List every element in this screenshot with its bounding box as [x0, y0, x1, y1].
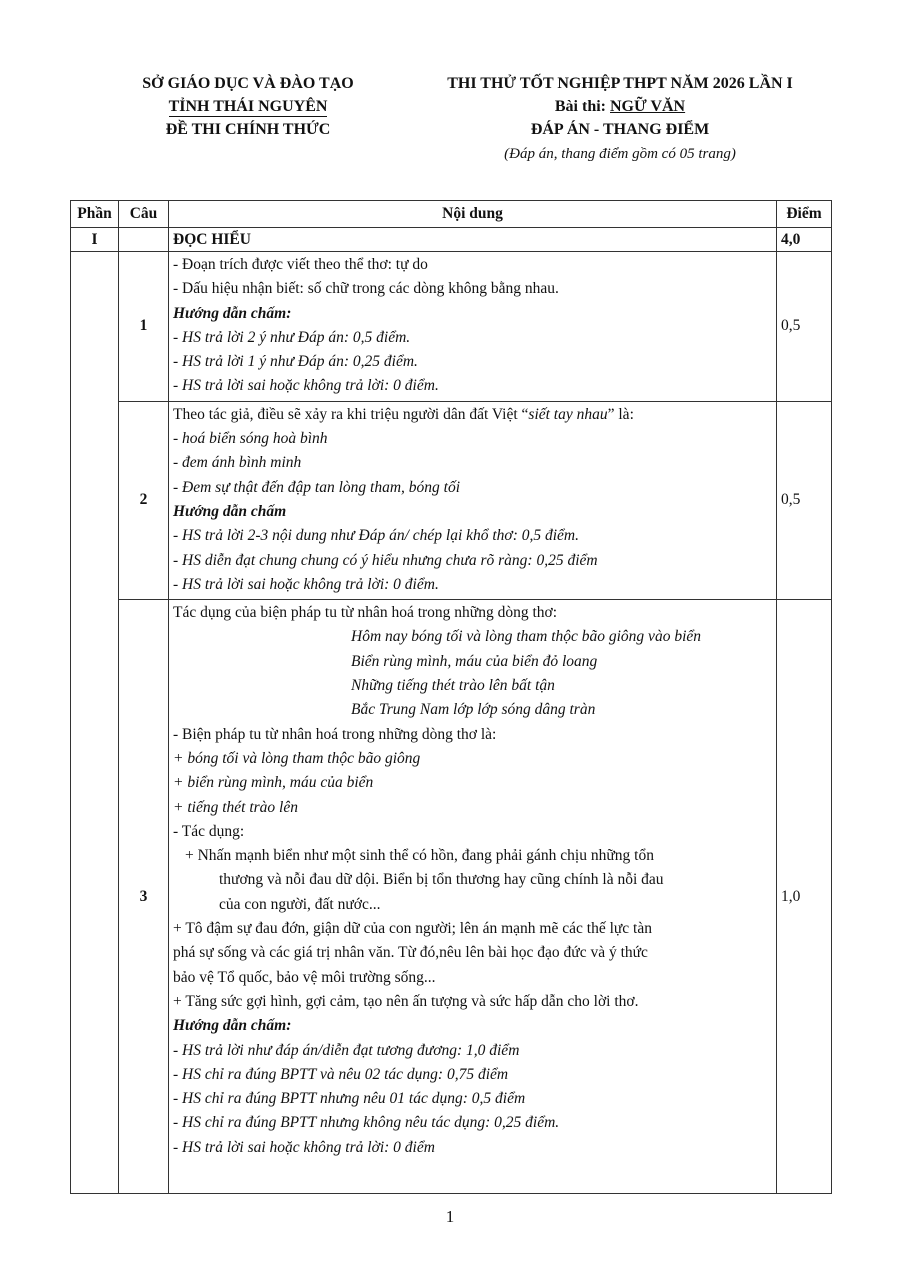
answer-key-table [70, 200, 832, 1194]
grading-line: - HS chỉ ra đúng BPTT nhưng nêu 01 tác dụng: 0,5 điểm [173, 1090, 526, 1108]
content-line: + Nhấn mạnh biển như một sinh thể có hồn, đang phải gánh chịu những tổn [185, 847, 654, 865]
content-line: + bóng tối và lòng tham thộc bão giông [173, 749, 421, 767]
content-line: bảo vệ Tổ quốc, bảo vệ môi trường sống... [173, 968, 436, 986]
issuer-header [118, 72, 378, 141]
subject-label: Bài thi: [554, 98, 610, 115]
content-line: - Biện pháp tu từ nhân hoá trong những dòng thơ là: [173, 725, 497, 743]
page-count-note: (Đáp án, thang điểm gồm có 05 trang) [504, 146, 736, 162]
question-points-1: 0,5 [777, 252, 832, 402]
province-name: TỈNH THÁI NGUYÊN [168, 98, 328, 115]
content-line: của con người, đất nước... [219, 895, 381, 913]
question-content-2 [169, 401, 777, 599]
content-line: + Tô đậm sự đau đớn, giận dữ của con người; lên án mạnh mẽ các thế lực tàn [173, 920, 652, 938]
exam-header [400, 72, 840, 167]
question-number-3: 3 [119, 600, 169, 1194]
grading-guide-heading: Hướng dẫn chấm [173, 502, 287, 520]
grading-line: - HS trả lời sai hoặc không trả lời: 0 điểm [173, 1138, 435, 1156]
intro-text: Theo tác giả, điều sẽ xảy ra khi triệu người dân đất Việt “ [173, 405, 529, 423]
official-label: ĐỀ THI CHÍNH THỨC [165, 121, 331, 138]
section-title: ĐỌC HIỂU [169, 228, 777, 252]
question-number-2: 2 [119, 401, 169, 599]
grading-line: - HS trả lời sai hoặc không trả lời: 0 điểm. [173, 377, 439, 395]
grading-line: - HS chỉ ra đúng BPTT và nêu 02 tác dụng: 0,75 điểm [173, 1065, 509, 1083]
poem-line: Bắc Trung Nam lớp lớp sóng dâng tràn [351, 701, 596, 719]
content-line: thương và nỗi đau dữ dội. Biển bị tổn thương hay cũng chính là nỗi đau [219, 871, 664, 889]
grading-line: - HS trả lời như đáp án/diễn đạt tương đương: 1,0 điểm [173, 1041, 520, 1059]
subject-name: NGỮ VĂN [610, 98, 686, 115]
question-content-1 [169, 252, 777, 402]
content-line: + biển rùng mình, máu của biển [173, 774, 374, 792]
content-line: - Đoạn trích được viết theo thể thơ: tự do [173, 256, 428, 273]
table-header-row [71, 201, 832, 228]
intro-text-end: ” là: [607, 405, 634, 423]
quoted-phrase: siết tay nhau [528, 405, 608, 423]
content-line: - hoá biển sóng hoà bình [173, 430, 328, 448]
question-row-2 [71, 401, 832, 599]
grading-line: - HS trả lời 2-3 nội dung như Đáp án/ chép lại khổ thơ: 0,5 điểm. [173, 527, 579, 545]
grading-line: - HS chỉ ra đúng BPTT nhưng không nêu tác dụng: 0,25 điểm. [173, 1114, 560, 1132]
grading-line: - HS trả lời sai hoặc không trả lời: 0 điểm. [173, 575, 439, 593]
grading-line: - HS trả lời 2 ý như Đáp án: 0,5 điểm. [173, 328, 411, 346]
subject-line [400, 95, 840, 118]
header-part: Phần [71, 201, 119, 228]
content-line: + tiếng thét trào lên [173, 798, 298, 816]
grading-line: - HS diễn đạt chung chung có ý hiểu nhưng chưa rõ ràng: 0,25 điểm [173, 551, 598, 569]
grading-line: - HS trả lời 1 ý như Đáp án: 0,25 điểm. [173, 353, 418, 371]
page-number: 1 [445, 1207, 455, 1226]
question-points-2: 0,5 [777, 401, 832, 599]
document-title: ĐÁP ÁN - THANG ĐIỂM [530, 121, 710, 138]
poem-line: Biển rùng mình, máu của biển đỏ loang [351, 652, 598, 670]
section-empty-cell [119, 228, 169, 252]
header-content: Nội dung [169, 201, 777, 228]
part-cell [71, 252, 119, 1194]
question-number-1: 1 [119, 252, 169, 402]
grading-guide-heading: Hướng dẫn chấm: [173, 304, 292, 322]
grading-guide-heading: Hướng dẫn chấm: [173, 1017, 292, 1035]
exam-title: THI THỬ TỐT NGHIỆP THPT NĂM 2026 LẦN I [447, 75, 793, 92]
content-line: - đem ánh bình minh [173, 454, 302, 472]
header-score: Điểm [777, 201, 832, 228]
poem-line: Những tiếng thét trào lên bất tận [351, 677, 555, 695]
content-line: - Đem sự thật đến đập tan lòng tham, bóng tối [173, 478, 461, 496]
section-points: 4,0 [777, 228, 832, 252]
header-question: Câu [119, 201, 169, 228]
section-part: I [71, 228, 119, 252]
content-line: + Tăng sức gợi hình, gợi cảm, tạo nên ấn tượng và sức hấp dẫn cho lời thơ. [173, 992, 639, 1010]
question-row-1 [71, 252, 832, 402]
content-line: - Tác dụng: [173, 822, 245, 840]
content-line: - Dấu hiệu nhận biết: số chữ trong các dòng không bằng nhau. [173, 280, 559, 298]
poem-line: Hôm nay bóng tối và lòng tham thộc bão giông vào biển [351, 628, 701, 646]
department-name: SỞ GIÁO DỤC VÀ ĐÀO TẠO [142, 75, 354, 92]
question-row-3 [71, 600, 832, 1194]
content-line: Tác dụng của biện pháp tu từ nhân hoá trong những dòng thơ: [173, 604, 558, 622]
content-line: phá sự sống và các giá trị nhân văn. Từ đó,nêu lên bài học đạo đức và ý thức [173, 944, 648, 962]
question-points-3: 1,0 [777, 600, 832, 1194]
question-content-3 [169, 600, 777, 1194]
content-line [173, 403, 772, 427]
section-row [71, 228, 832, 252]
